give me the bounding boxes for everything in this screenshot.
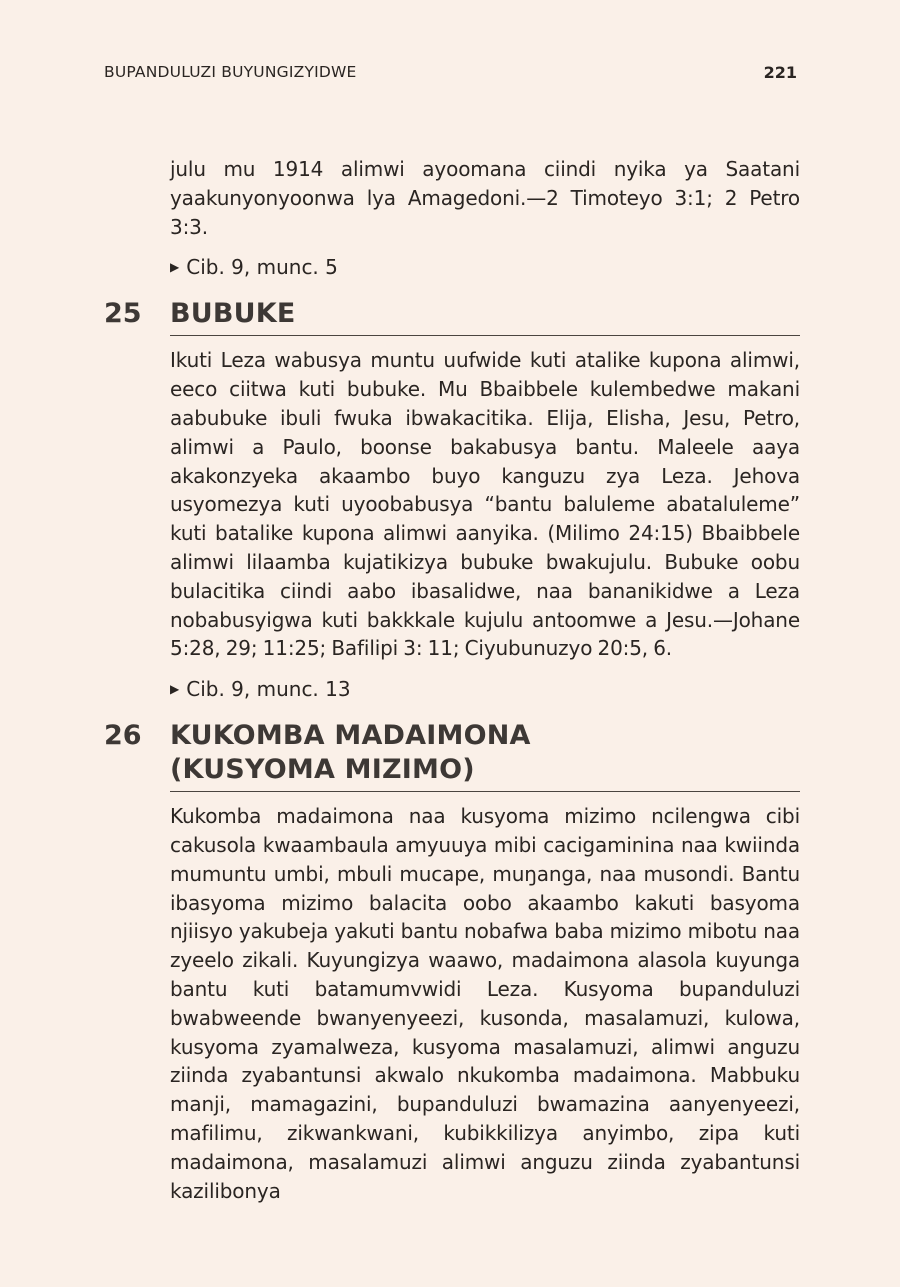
intro-reference-text: Cib. 9, munc. 5 bbox=[186, 255, 338, 280]
triangle-right-icon: ▶ bbox=[170, 260, 180, 275]
entry-title-line: BUBUKE bbox=[170, 298, 296, 330]
entry-26 bbox=[104, 719, 800, 1205]
entry-heading bbox=[104, 297, 800, 336]
entry-number: 25 bbox=[104, 298, 142, 330]
page-content bbox=[104, 155, 800, 1205]
running-title: BUPANDULUZI BUYUNGIZYIDWE bbox=[104, 63, 357, 81]
entry-title bbox=[170, 719, 800, 787]
entry-paragraph: Kukomba madaimona naa kusyoma mizimo ncilengwa cibi cakusola kwaambaula amyuuya mibi cacigaminina naa kwiinda mumuntu umbi, mbuli mucape, muŋanga, naa musondi. Bantu ibasyoma mizimo balacita oobo akaambo kakuti basyoma njiisyo yakubeja yakuti bantu nobafwa baba mizimo mibotu naa zyeelo zikali. Kuyungizya waawo, madaimona alasola kuyunga bantu kuti batamumvwidi Leza. Kusyoma bupanduluzi bwabweende bwanyenyeezi, kusonda, masalamuzi, kulowa, kusyoma zyamalweza, kusyoma masalamuzi, alimwi anguzu ziinda zyabantunsi akwalo nkukomba madaimona. Mabbuku manji, mamagazini, bupanduluzi bwamazina aanyenyeezi, mafilimu, zikwankwani, kubikkilizya anyimbo, zipa kuti madaimona, masalamuzi alimwi anguzu ziinda zyabantunsi kazilibonya bbox=[170, 804, 800, 1203]
entry-reference-text: Cib. 9, munc. 13 bbox=[186, 677, 351, 702]
entry-heading bbox=[104, 719, 800, 792]
intro-reference[interactable] bbox=[170, 253, 800, 281]
running-head bbox=[104, 60, 797, 84]
entry-title-line: KUKOMBA MADAIMONA bbox=[170, 720, 531, 752]
page-number: 221 bbox=[763, 62, 797, 82]
entry-number: 26 bbox=[104, 720, 142, 752]
entry-25 bbox=[104, 297, 800, 703]
entry-paragraph: Ikuti Leza wabusya muntu uufwide kuti atalike kupona alimwi, eeco ciitwa kuti bubuke. Mu Bbaibbele kulembedwe makani aabubuke ibuli fwuka ibwakacitika. Elija, Elisha, Jesu, Petro, alimwi a Paulo, boonse bakabusya bantu. Maleele aaya akakonzyeka akaambo buyo kanguzu zya Leza. Jehova usyomezya kuti uyoobabusya “bantu baluleme abataluleme” kuti batalike kupona alimwi aanyika. (Milimo 24:15) Bbaibbele alimwi lilaamba kujatikizya bubuke bwakujulu. Bubuke oobu bulacitika ciindi aabo ibasalidwe, naa bananikidwe a Leza nobabusyigwa kuti bakkkale kujulu antoomwe a Jesu.—Johane 5:28, 29; 11:25; Bafilipi 3: 11; Ciyubunuzyo 20:5, 6. bbox=[170, 348, 800, 661]
entry-title-line: (KUSYOMA MIZIMO) bbox=[170, 754, 475, 786]
entry-title bbox=[170, 297, 800, 331]
entry-reference[interactable] bbox=[170, 675, 800, 703]
intro-paragraph: julu mu 1914 alimwi ayoomana ciindi nyika ya Saatani yaakunyonyoonwa lya Amagedoni.—2 Timoteyo 3:1; 2 Petro 3:3. bbox=[170, 157, 800, 239]
triangle-right-icon: ▶ bbox=[170, 682, 180, 697]
